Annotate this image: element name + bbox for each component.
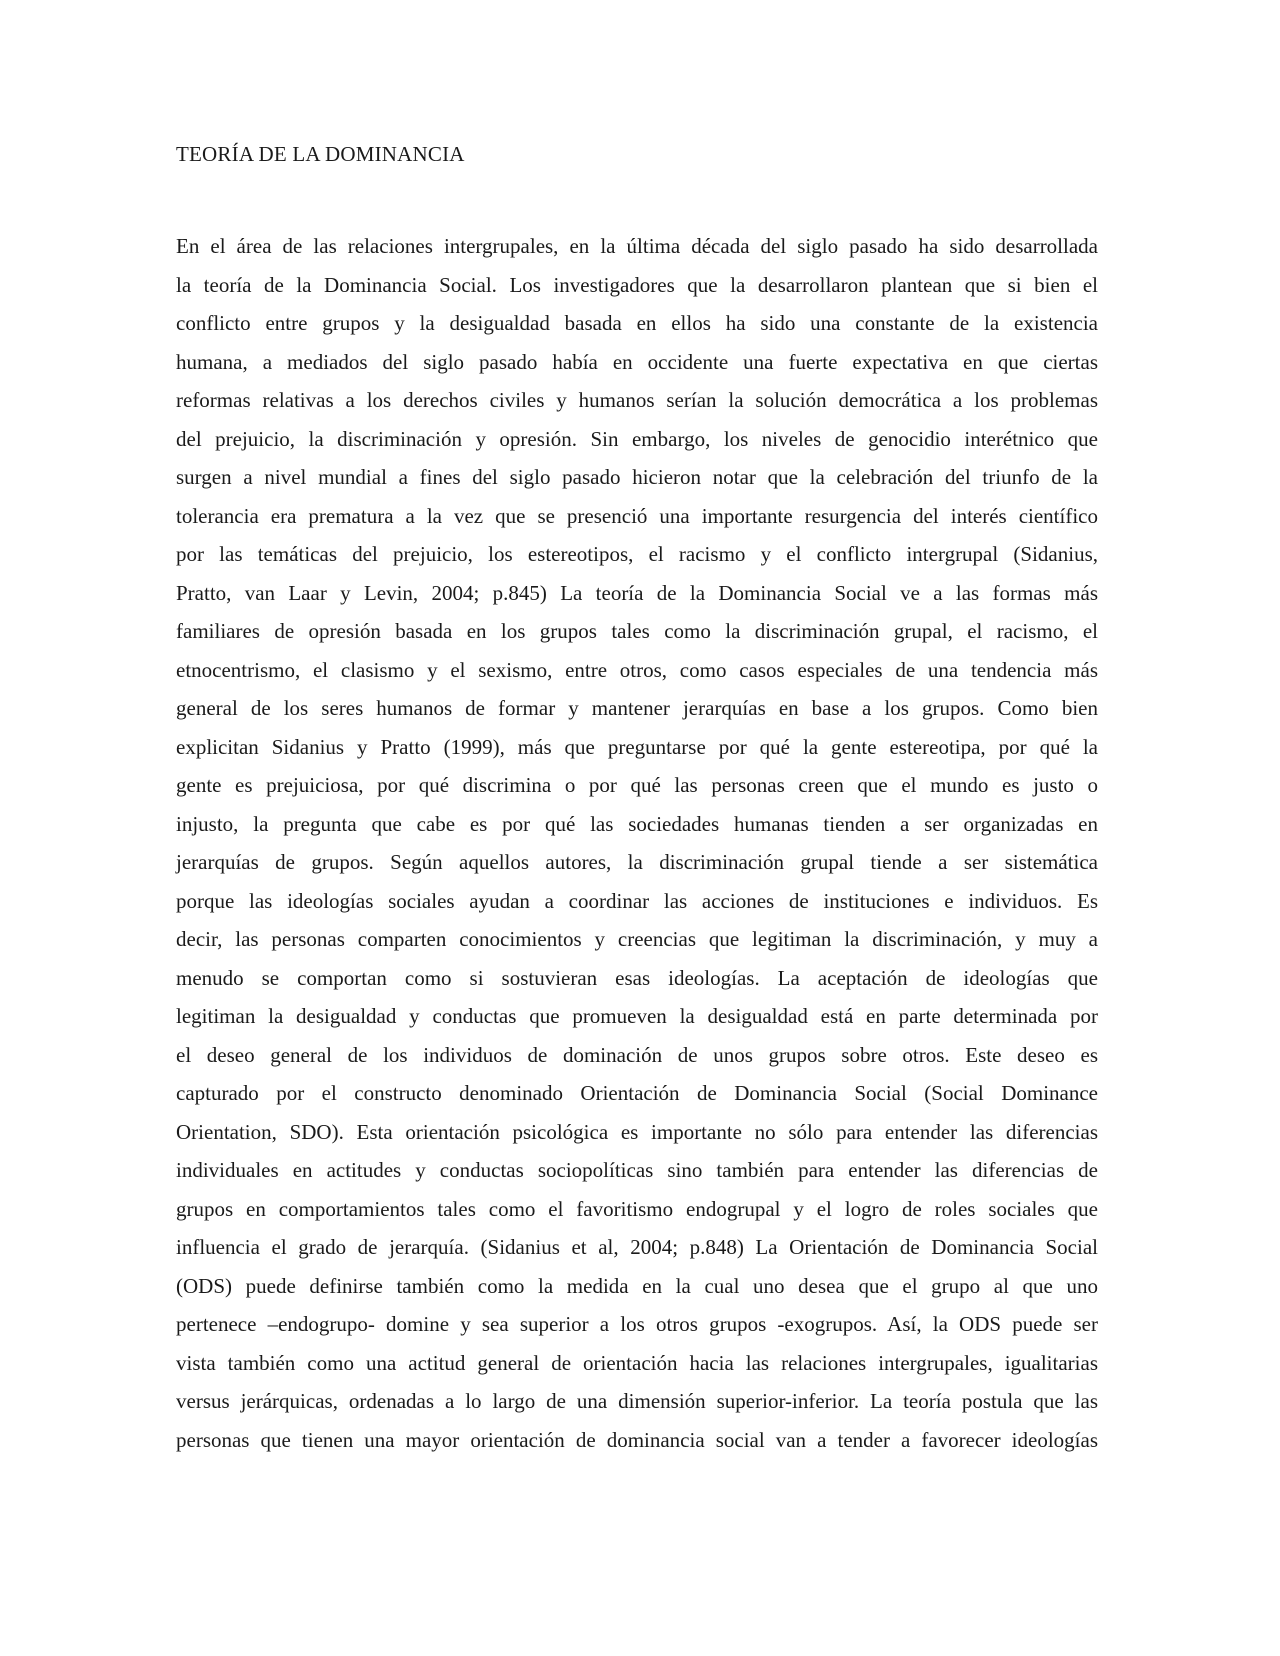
body-line: versus jerárquicas, ordenadas a lo largo de una dimensión superior-inferior. La teoría postula que las [176, 1389, 1098, 1413]
body-line: familiares de opresión basada en los grupos tales como la discriminación grupal, el racismo, el [176, 619, 1098, 643]
body-line: general de los seres humanos de formar y mantener jerarquías en base a los grupos. Como bien [176, 696, 1098, 720]
body-line: decir, las personas comparten conocimientos y creencias que legitiman la discriminación, y muy a [176, 927, 1098, 951]
body-line: (ODS) puede definirse también como la medida en la cual uno desea que el grupo al que uno [176, 1273, 1098, 1298]
body-line: menudo se comportan como si sostuvieran esas ideologías. La aceptación de ideologías que [176, 965, 1098, 990]
body-line: pertenece –endogrupo- domine y sea superior a los otros grupos -exogrupos. Así, la ODS puede ser [176, 1312, 1098, 1336]
body-line: personas que tienen una mayor orientación de dominancia social van a tender a favorecer ideologías [176, 1427, 1098, 1452]
document-body [176, 227, 1098, 1459]
body-line: porque las ideologías sociales ayudan a coordinar las acciones de instituciones e individuos. Es [176, 888, 1098, 913]
body-line: del prejuicio, la discriminación y opresión. Sin embargo, los niveles de genocidio interétnico que [176, 426, 1098, 451]
body-line: injusto, la pregunta que cabe es por qué las sociedades humanas tienden a ser organizadas en [176, 811, 1098, 836]
body-line: humana, a mediados del siglo pasado había en occidente una fuerte expectativa en que ciertas [176, 349, 1098, 374]
document-title: TEORÍA DE LA DOMINANCIA [176, 142, 465, 166]
body-line: influencia el grado de jerarquía. (Sidanius et al, 2004; p.848) La Orientación de Dominancia Social [176, 1235, 1098, 1259]
body-line: Pratto, van Laar y Levin, 2004; p.845) La teoría de la Dominancia Social ve a las formas más [176, 580, 1098, 605]
body-line: Orientation, SDO). Esta orientación psicológica es importante no sólo para entender las diferencias [176, 1119, 1098, 1144]
body-line: jerarquías de grupos. Según aquellos autores, la discriminación grupal tiende a ser sistemática [176, 850, 1098, 874]
body-line: En el área de las relaciones intergrupales, en la última década del siglo pasado ha sido desarrollada [176, 234, 1098, 258]
body-line: explicitan Sidanius y Pratto (1999), más que preguntarse por qué la gente estereotipa, por qué la [176, 734, 1098, 759]
body-line: gente es prejuiciosa, por qué discrimina o por qué las personas creen que el mundo es justo o [176, 773, 1098, 797]
body-line: reformas relativas a los derechos civiles y humanos serían la solución democrática a los problemas [176, 388, 1098, 412]
body-line: individuales en actitudes y conductas sociopolíticas sino también para entender las diferencias de [176, 1158, 1098, 1182]
body-line: la teoría de la Dominancia Social. Los investigadores que la desarrollaron plantean que si bien el [176, 272, 1098, 297]
body-line: por las temáticas del prejuicio, los estereotipos, el racismo y el conflicto intergrupal (Sidanius, [176, 542, 1098, 566]
body-line: surgen a nivel mundial a fines del siglo pasado hicieron notar que la celebración del triunfo de la [176, 465, 1098, 489]
body-line: legitiman la desigualdad y conductas que promueven la desigualdad está en parte determinada por [176, 1004, 1098, 1028]
body-line: capturado por el constructo denominado Orientación de Dominancia Social (Social Dominance [176, 1081, 1098, 1105]
body-line: grupos en comportamientos tales como el favoritismo endogrupal y el logro de roles sociales que [176, 1196, 1098, 1221]
body-line: el deseo general de los individuos de dominación de unos grupos sobre otros. Este deseo es [176, 1042, 1098, 1067]
body-line: conflicto entre grupos y la desigualdad basada en ellos ha sido una constante de la existencia [176, 311, 1098, 335]
body-line: etnocentrismo, el clasismo y el sexismo, entre otros, como casos especiales de una tendencia más [176, 657, 1098, 682]
body-line: vista también como una actitud general de orientación hacia las relaciones intergrupales, igualitarias [176, 1350, 1098, 1375]
body-line: tolerancia era prematura a la vez que se presenció una importante resurgencia del interés científico [176, 503, 1098, 528]
